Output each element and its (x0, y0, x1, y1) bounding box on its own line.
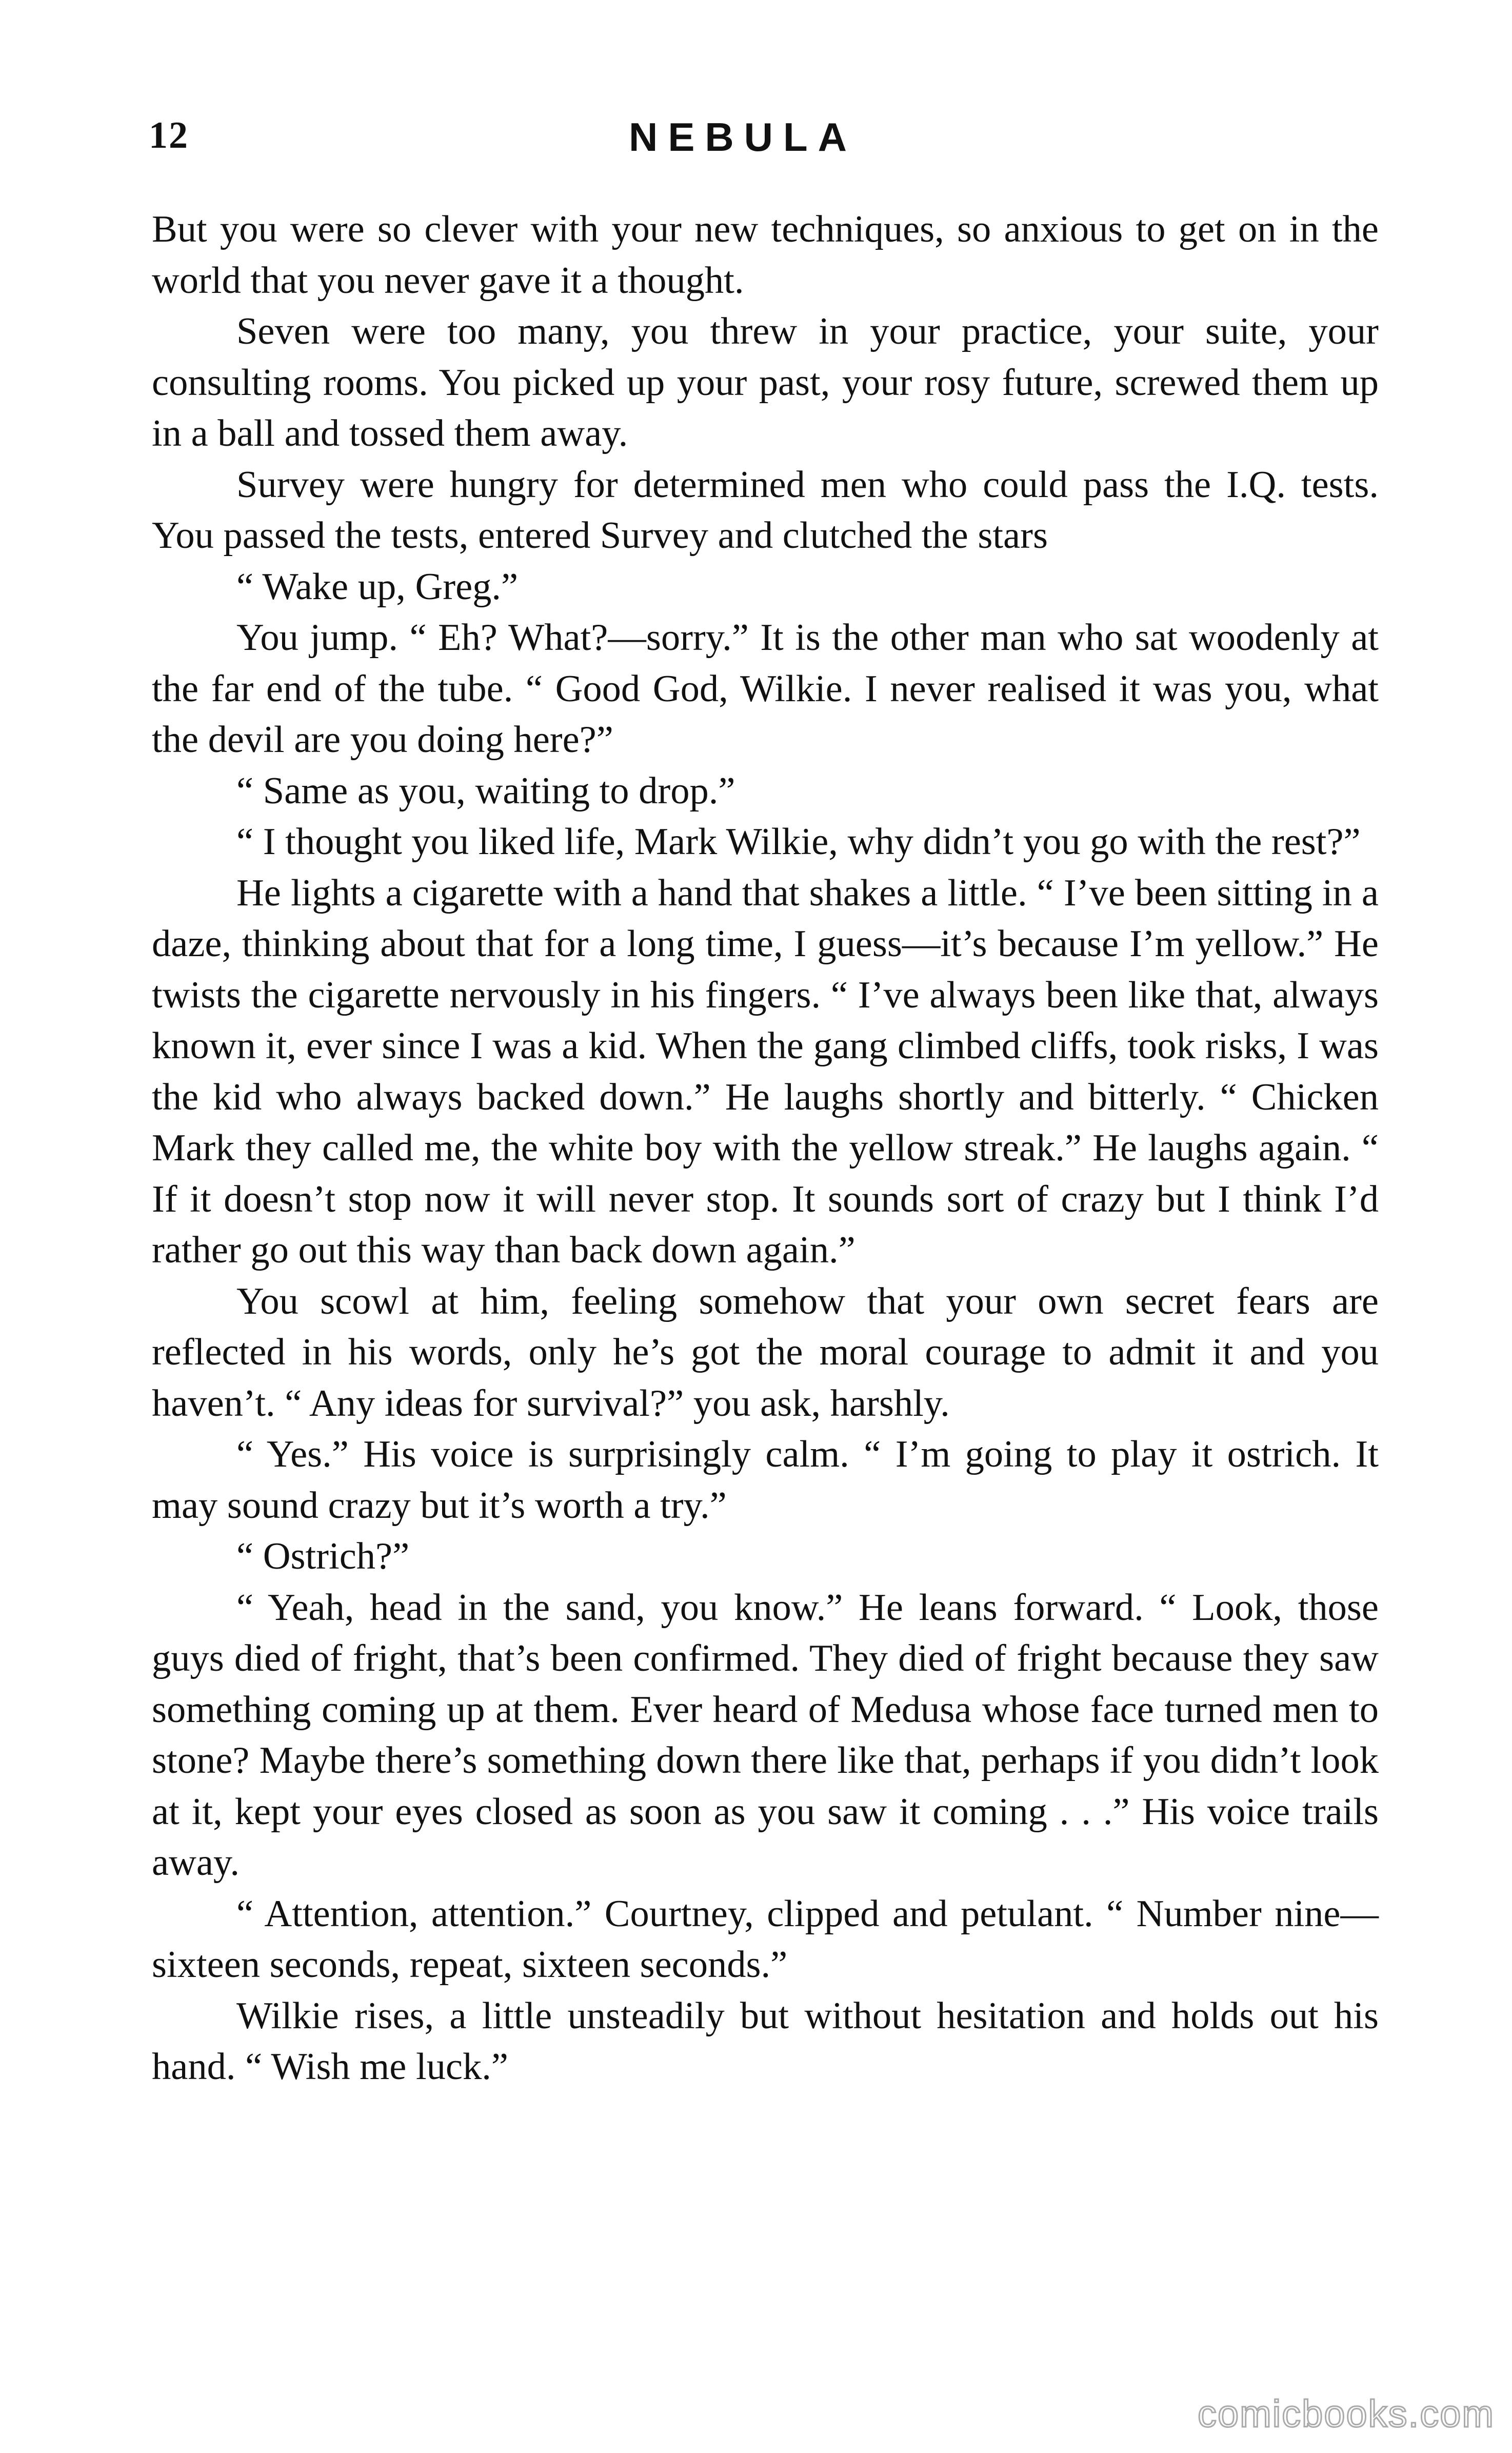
watermark: comicbooks.com (1197, 2392, 1495, 2435)
paragraph: He lights a cigarette with a hand that shakes a little. “ I’ve been sitting in a daze, thinking about that for a long time, I guess—it’s because I’m yellow.” He twists the cigarette nervously in his fingers. “ I’ve always been like that, always known it, ever since I was a kid. When the gang climbed cliffs, took risks, I was the kid who always backed down.” He laughs shortly and bitterly. “ Chicken Mark they called me, the white boy with the yellow streak.” He laughs again. “ If it doesn’t stop now it will never stop. It sounds sort of crazy but I think I’d rather go out this way than back down again.” (152, 872, 1379, 1271)
paragraph: “ Yes.” His voice is surprisingly calm. “ I’m going to play it ostrich. It may sound crazy but it’s worth a try.” (152, 1433, 1379, 1527)
paragraph: “ Attention, attention.” Courtney, clipped and petulant. “ Number nine—sixteen seconds, repeat, sixteen seconds.” (152, 1892, 1379, 1986)
page-header (149, 114, 1380, 170)
paragraph: You scowl at him, feeling somehow that your own secret fears are reflected in his words, only he’s got the moral courage to admit it and you haven’t. “ Any ideas for survival?” you ask, harshly. (152, 1280, 1379, 1425)
paragraph: Survey were hungry for determined men who could pass the I.Q. tests. You passed the tests, entered Survey and clutched the stars (152, 463, 1379, 557)
paragraph: You jump. “ Eh? What?—sorry.” It is the other man who sat woodenly at the far end of the tube. “ Good God, Wilkie. I never realised it was you, what the devil are you doing here?” (152, 617, 1379, 761)
paragraph: But you were so clever with your new techniques, so anxious to get on in the world that you never gave it a thought. (152, 208, 1379, 302)
paragraph: “ Same as you, waiting to drop.” (236, 769, 735, 812)
paragraph: Seven were too many, you threw in your practice, your suite, your consulting rooms. You picked up your past, your rosy future, screwed them up in a ball and tossed them away. (152, 310, 1379, 454)
paragraph: “ Wake up, Greg.” (236, 565, 519, 608)
paragraph: “ I thought you liked life, Mark Wilkie, why didn’t you go with the rest?” (236, 821, 1361, 863)
running-head-title: NEBULA (629, 114, 857, 160)
page-number: 12 (149, 114, 189, 156)
paragraph: “ Yeah, head in the sand, you know.” He leans forward. “ Look, those guys died of fright, that’s been confirmed. They died of fright because they saw something coming up at them. Ever heard of Medusa whose face turned men to stone? Maybe there’s something down there like that, perhaps if you didn’t look at it, kept your eyes closed as soon as you saw it coming . . .” His voice trails away. (152, 1586, 1379, 1884)
paragraph: “ Ostrich?” (236, 1535, 410, 1577)
body-text (152, 204, 1379, 2093)
paragraph: Wilkie rises, a little unsteadily but without hesitation and holds out his hand. “ Wish me luck.” (152, 1994, 1379, 2088)
